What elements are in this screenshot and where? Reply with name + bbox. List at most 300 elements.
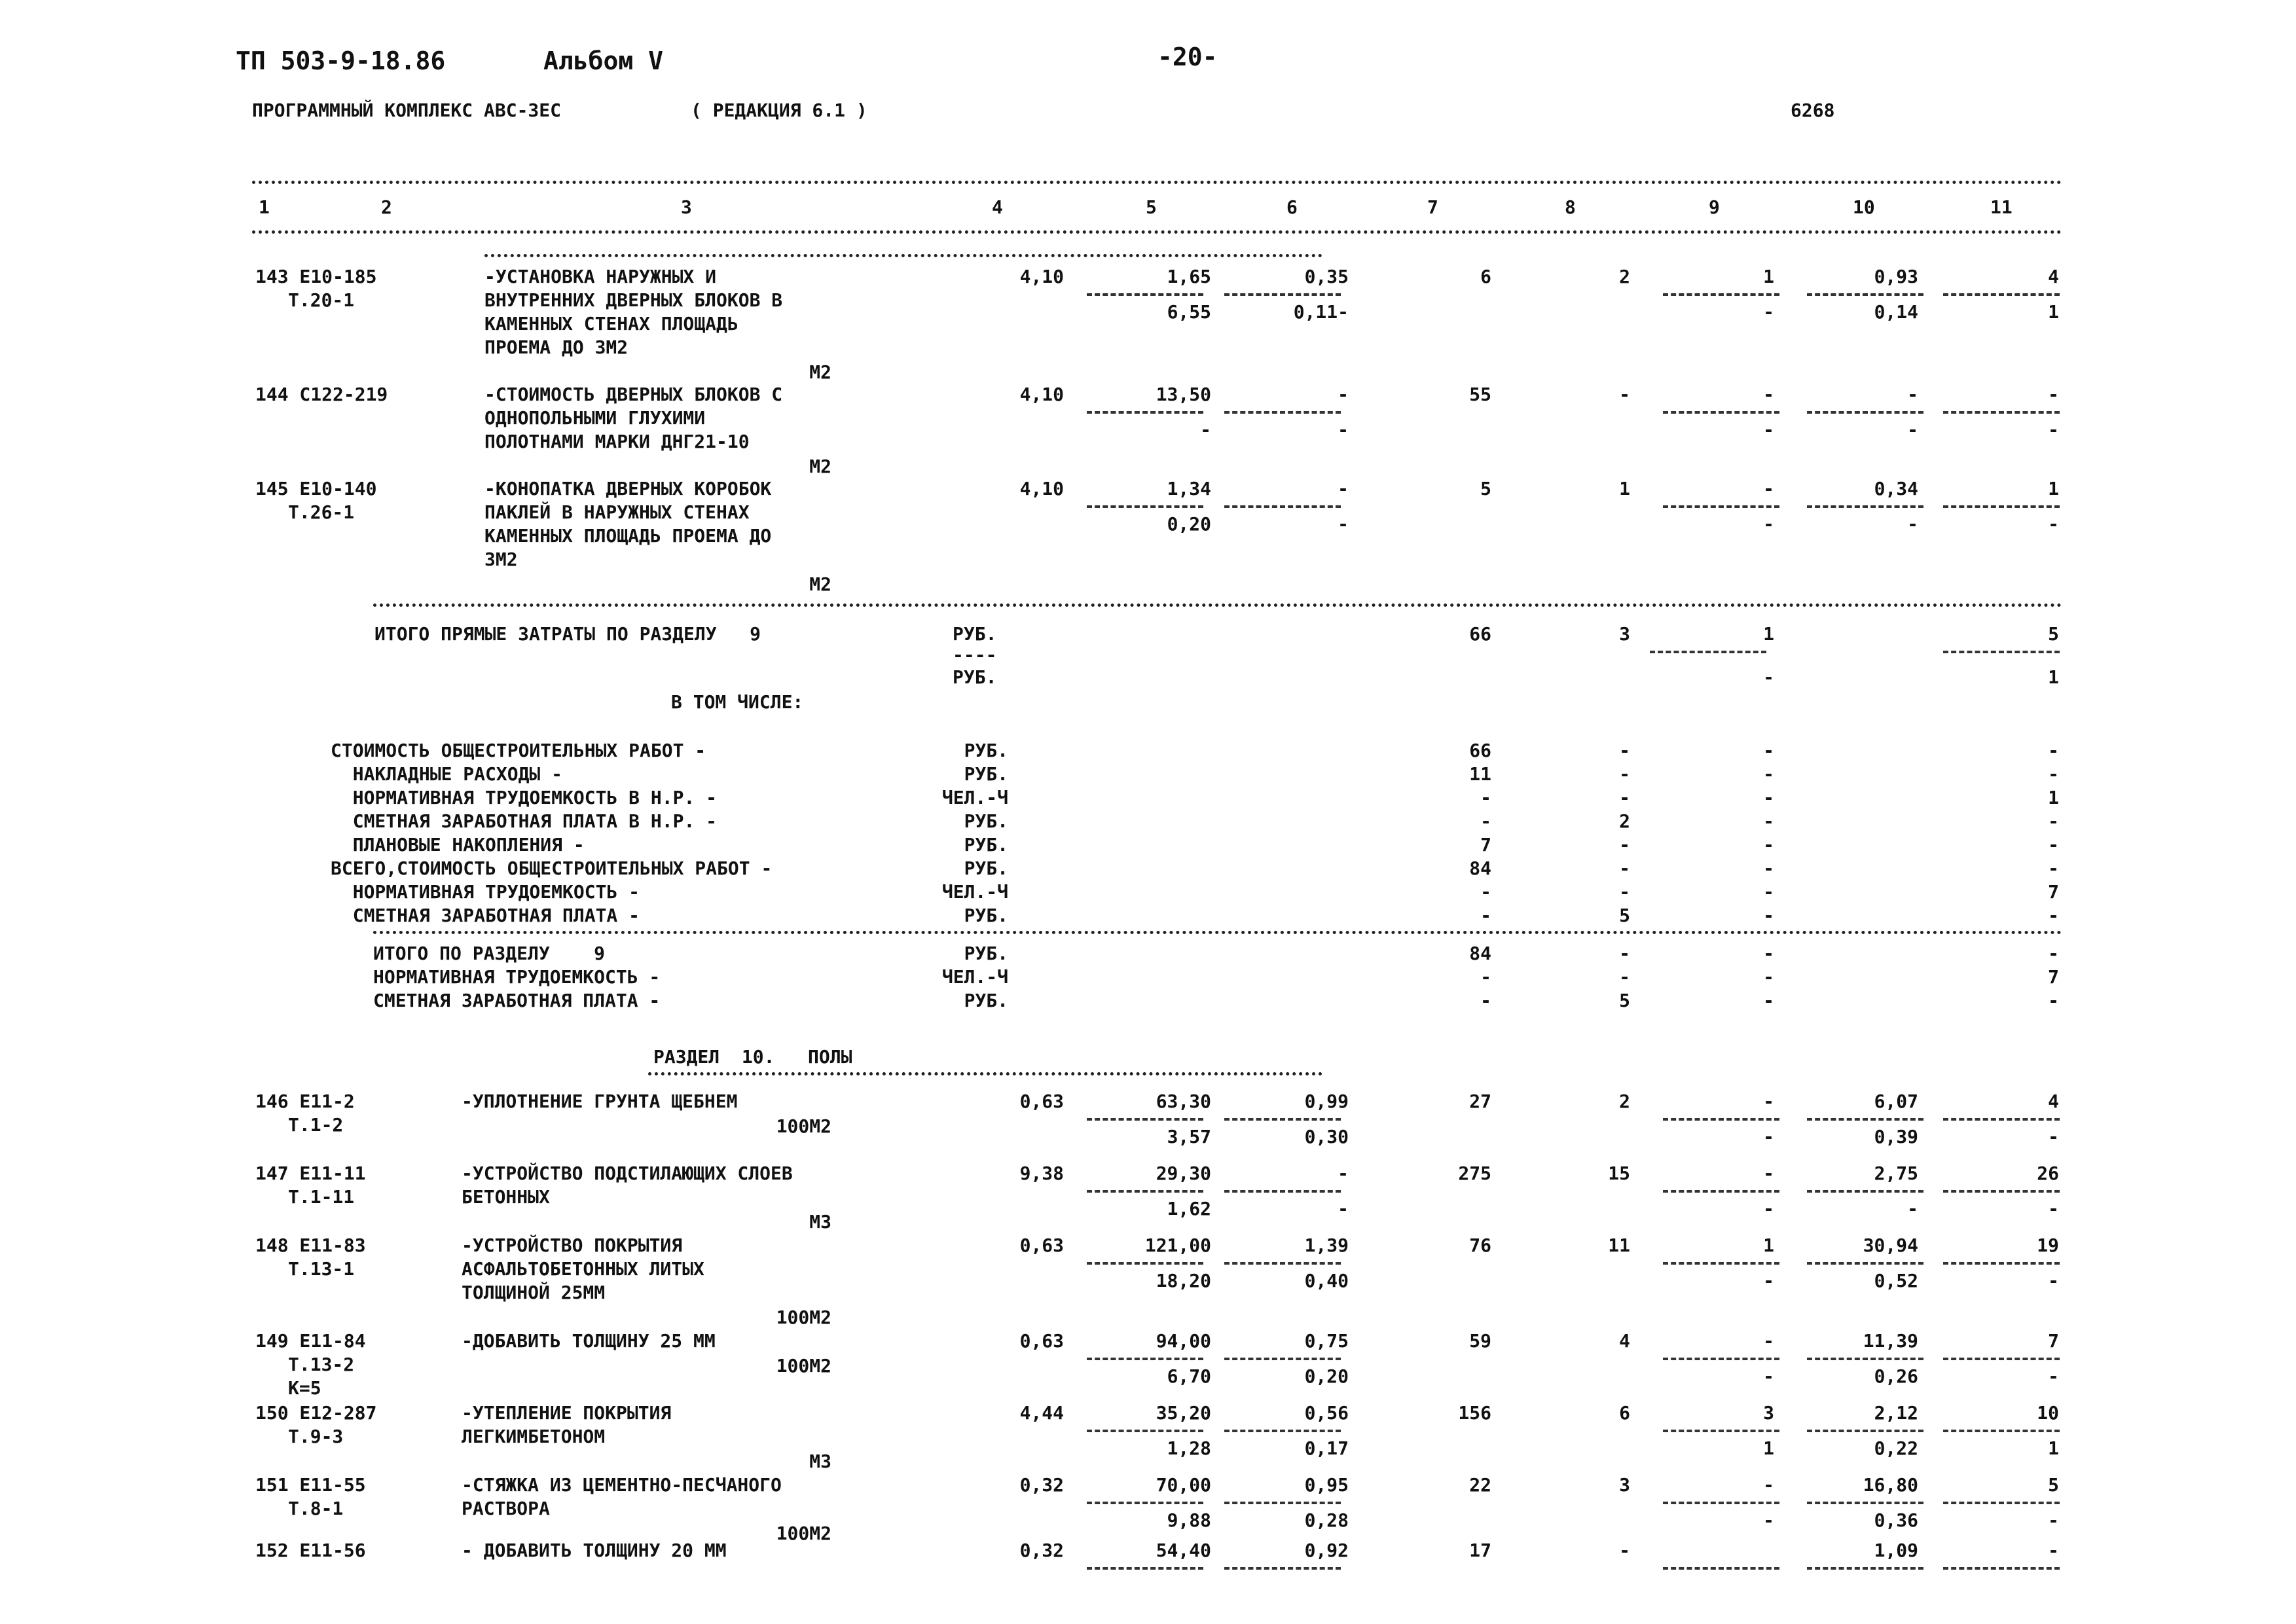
cell-c6-sub: 0,30 (1304, 1126, 1349, 1147)
cell-c11-sub: - (2048, 1270, 2059, 1291)
cell-c6: 1,39 (1304, 1235, 1349, 1256)
column-number: 5 (1146, 196, 1157, 218)
cell-c10-sub: 0,39 (1874, 1126, 1918, 1147)
cell-separator (1807, 1502, 1923, 1504)
cell-c5: 121,00 (1144, 1235, 1211, 1256)
totals-c9: - (1763, 881, 1774, 903)
column-number: 4 (992, 196, 1003, 218)
cell-c5-sub: 1,62 (1167, 1198, 1211, 1219)
column-number: 7 (1427, 196, 1438, 218)
cell-c6: 0,95 (1304, 1474, 1349, 1496)
totals-c11: - (2048, 740, 2059, 761)
cell-separator (1087, 1358, 1203, 1360)
cell-c8: 1 (1619, 478, 1630, 499)
cell-c6-sub: 0,17 (1304, 1437, 1349, 1459)
cell-separator (1087, 1430, 1203, 1432)
row-code: Т.20-1 (288, 289, 355, 311)
section-total-c9: - (1763, 990, 1774, 1011)
cell-separator (1663, 505, 1779, 508)
cell-c6-sub: 0,40 (1304, 1270, 1349, 1291)
cell-separator (1663, 1190, 1779, 1193)
totals-c8: - (1619, 857, 1630, 879)
cell-c9-sub: - (1763, 1126, 1774, 1147)
totals-direct-c11: 5 (2048, 623, 2059, 645)
row-description: ТОЛЩИНОЙ 25ММ (462, 1282, 606, 1303)
program-name: ПРОГРАММНЫЙ КОМПЛЕКС АВС-3ЕС (252, 99, 562, 121)
cell-c6: 0,99 (1304, 1091, 1349, 1112)
cell-c11-sub: - (2048, 1365, 2059, 1387)
section-total-unit: РУБ. (964, 943, 1008, 964)
cell-c7: 17 (1469, 1540, 1491, 1561)
totals-direct-c8: 3 (1619, 623, 1630, 645)
cell-c9: 1 (1763, 1235, 1774, 1256)
cell-separator (1663, 1118, 1779, 1121)
cell-c10: 1,09 (1874, 1540, 1918, 1561)
cell-separator (1087, 1567, 1203, 1570)
cell-separator (1943, 293, 2060, 296)
cell-c5-sub: 9,88 (1167, 1509, 1211, 1531)
row-unit: 100М2 (776, 1355, 831, 1377)
cell-c11: - (2048, 384, 2059, 405)
cell-c5: 29,30 (1156, 1163, 1211, 1184)
totals-c9: - (1763, 834, 1774, 856)
cell-c7: 55 (1469, 384, 1491, 405)
section-total-label: НОРМАТИВНАЯ ТРУДОЕМКОСТЬ - (373, 966, 661, 988)
totals-c8: - (1619, 763, 1630, 785)
cell-c9: 1 (1763, 266, 1774, 287)
cell-c10: 6,07 (1874, 1091, 1918, 1112)
cell-c8: - (1619, 384, 1630, 405)
section-total-c8: - (1619, 943, 1630, 964)
cell-c10-sub: 0,36 (1874, 1509, 1918, 1531)
cell-c5-sub: 3,57 (1167, 1126, 1211, 1147)
row-description: ОДНОПОЛЬНЫМИ ГЛУХИМИ (484, 407, 706, 429)
cell-c8: 3 (1619, 1474, 1630, 1496)
row-description: -ДОБАВИТЬ ТОЛЩИНУ 25 ММ (462, 1330, 716, 1352)
row-description: ПОЛОТНАМИ МАРКИ ДНГ21-10 (484, 431, 750, 452)
row-code: 146 Е11-2 (255, 1091, 355, 1112)
table-top-rule (252, 181, 2062, 184)
section-total-c11: 7 (2048, 966, 2059, 988)
section-total-c8: - (1619, 966, 1630, 988)
column-number: 2 (381, 196, 392, 218)
totals-direct-c7: 66 (1469, 623, 1491, 645)
totals-c11: 1 (2048, 787, 2059, 808)
cell-c9-sub: - (1763, 1365, 1774, 1387)
row-code: 149 Е11-84 (255, 1330, 366, 1352)
cell-c10-sub: 0,52 (1874, 1270, 1918, 1291)
cell-separator (1663, 1358, 1779, 1360)
column-number: 6 (1286, 196, 1298, 218)
cell-separator (1943, 651, 2060, 653)
cell-c11-sub: - (2048, 1126, 2059, 1147)
cell-c4: 0,32 (1019, 1540, 1064, 1561)
row-unit: М2 (809, 456, 831, 477)
totals-c8: - (1619, 740, 1630, 761)
row-unit: 100М2 (776, 1115, 831, 1137)
row-unit: М3 (809, 1211, 831, 1233)
section-total-unit: РУБ. (964, 990, 1008, 1011)
row-description: -КОНОПАТКА ДВЕРНЫХ КОРОБОК (484, 478, 772, 499)
cell-c4: 4,44 (1019, 1402, 1064, 1424)
row-description: БЕТОННЫХ (462, 1186, 550, 1208)
row-code: Т.13-2 (288, 1354, 355, 1375)
section-total-c11: - (2048, 990, 2059, 1011)
doc-code: ТП 503-9-18.86 (236, 46, 446, 75)
cell-separator (1224, 1430, 1341, 1432)
cell-c11-sub: 1 (2048, 301, 2059, 323)
cell-c7: 22 (1469, 1474, 1491, 1496)
totals-line-unit: РУБ. (964, 834, 1008, 856)
totals-rule (373, 604, 2062, 607)
totals-c7: 84 (1469, 857, 1491, 879)
column-number: 8 (1565, 196, 1576, 218)
column-number: 1 (259, 196, 270, 218)
row-description: КАМЕННЫХ ПЛОЩАДЬ ПРОЕМА ДО (484, 525, 772, 547)
cell-c5-sub: 6,55 (1167, 301, 1211, 323)
cell-c8: 6 (1619, 1402, 1630, 1424)
cell-c5: 13,50 (1156, 384, 1211, 405)
cell-c6-sub: - (1338, 419, 1349, 441)
totals-direct-label: ИТОГО ПРЯМЫЕ ЗАТРАТЫ ПО РАЗДЕЛУ 9 (374, 623, 761, 645)
cell-c7: 5 (1480, 478, 1491, 499)
totals-direct-c9b: - (1763, 666, 1774, 688)
row-description: РАСТВОРА (462, 1498, 550, 1519)
cell-c8: 11 (1608, 1235, 1630, 1256)
cell-c10: 0,34 (1874, 478, 1918, 499)
totals-c9: - (1763, 740, 1774, 761)
cell-c9: - (1763, 1330, 1774, 1352)
cell-c11-sub: 1 (2048, 1437, 2059, 1459)
cell-c11: 5 (2048, 1474, 2059, 1496)
section10-title: РАЗДЕЛ 10. ПОЛЫ (653, 1046, 852, 1068)
cell-c4: 0,63 (1019, 1330, 1064, 1352)
cell-separator (1807, 1358, 1923, 1360)
totals-c9: - (1763, 787, 1774, 808)
cell-c6: 0,92 (1304, 1540, 1349, 1561)
cell-c10-sub: 0,14 (1874, 301, 1918, 323)
cell-c9: - (1763, 478, 1774, 499)
section-total-c7: - (1480, 966, 1491, 988)
row-description: -УТЕПЛЕНИЕ ПОКРЫТИЯ (462, 1402, 672, 1424)
cell-c5: 63,30 (1156, 1091, 1211, 1112)
cell-c9: - (1763, 1474, 1774, 1496)
cell-separator (1663, 1502, 1779, 1504)
section-total-c8: 5 (1619, 990, 1630, 1011)
totals-direct-unit: РУБ. (953, 623, 997, 645)
cell-separator (1943, 1190, 2060, 1193)
totals-line-unit: РУБ. (964, 763, 1008, 785)
cell-c5-sub: 0,20 (1167, 513, 1211, 535)
cell-c10-sub: - (1907, 513, 1918, 535)
cell-c4: 4,10 (1019, 478, 1064, 499)
totals-sub-rule (373, 931, 2062, 934)
row-code: 145 Е10-140 (255, 478, 377, 499)
column-number: 10 (1853, 196, 1875, 218)
cell-c8: 2 (1619, 266, 1630, 287)
totals-c11: 7 (2048, 881, 2059, 903)
cell-separator (1663, 1430, 1779, 1432)
cell-separator (1807, 1190, 1923, 1193)
totals-line-label: НАКЛАДНЫЕ РАСХОДЫ - (331, 763, 563, 785)
row-code: Т.9-3 (288, 1426, 344, 1447)
totals-c9: - (1763, 763, 1774, 785)
cell-c10-sub: 0,22 (1874, 1437, 1918, 1459)
cell-c11: 4 (2048, 1091, 2059, 1112)
cell-c10: 30,94 (1863, 1235, 1918, 1256)
cell-c4: 4,10 (1019, 266, 1064, 287)
cell-c5-sub: 6,70 (1167, 1365, 1211, 1387)
cell-separator (1807, 411, 1923, 414)
cell-c6: 0,35 (1304, 266, 1349, 287)
totals-c9: - (1763, 810, 1774, 832)
cell-c10: 2,75 (1874, 1163, 1918, 1184)
totals-line-unit: РУБ. (964, 857, 1008, 879)
column-number: 9 (1709, 196, 1720, 218)
totals-line-unit: ЧЕЛ.-Ч (941, 881, 1008, 903)
row-description: ЛЕГКИМБЕТОНОМ (462, 1426, 606, 1447)
cell-c11: 10 (2037, 1402, 2059, 1424)
cell-c9-sub: - (1763, 419, 1774, 441)
totals-c8: - (1619, 834, 1630, 856)
totals-line-label: СМЕТНАЯ ЗАРАБОТНАЯ ПЛАТА В Н.Р. - (331, 810, 718, 832)
section-total-c9: - (1763, 966, 1774, 988)
cell-c10: 0,93 (1874, 266, 1918, 287)
totals-c9: - (1763, 905, 1774, 926)
cell-separator (1224, 1502, 1341, 1504)
totals-direct-unit-2: РУБ. (953, 666, 997, 688)
cell-c9-sub: - (1763, 513, 1774, 535)
cell-c4: 4,10 (1019, 384, 1064, 405)
row-unit: М2 (809, 573, 831, 595)
cell-separator (1087, 1262, 1203, 1265)
cell-c5-sub: 18,20 (1156, 1270, 1211, 1291)
totals-line-unit: РУБ. (964, 740, 1008, 761)
cell-c11: 26 (2037, 1163, 2059, 1184)
totals-c8: - (1619, 787, 1630, 808)
cell-separator (1224, 1262, 1341, 1265)
section10-rule (648, 1072, 1322, 1075)
row-description: ВНУТРЕННИХ ДВЕРНЫХ БЛОКОВ В (484, 289, 783, 311)
cell-c4: 0,32 (1019, 1474, 1064, 1496)
totals-line-unit: ЧЕЛ.-Ч (941, 787, 1008, 808)
cell-c11: 4 (2048, 266, 2059, 287)
cell-c9: - (1763, 1163, 1774, 1184)
totals-c11: - (2048, 857, 2059, 879)
section-total-label: ИТОГО ПО РАЗДЕЛУ 9 (373, 943, 606, 964)
program-edition: ( РЕДАКЦИЯ 6.1 ) (691, 99, 867, 121)
cell-separator (1943, 1262, 2060, 1265)
cell-separator (1943, 1567, 2060, 1570)
row-description: АСФАЛЬТОБЕТОННЫХ ЛИТЫХ (462, 1258, 704, 1280)
cell-c7: 27 (1469, 1091, 1491, 1112)
totals-line-label: НОРМАТИВНАЯ ТРУДОЕМКОСТЬ - (331, 881, 640, 903)
cell-c6-sub: - (1338, 1198, 1349, 1219)
cell-separator (1807, 1567, 1923, 1570)
cell-c10: - (1907, 384, 1918, 405)
row-description: -УПЛОТНЕНИЕ ГРУНТА ЩЕБНЕМ (462, 1091, 738, 1112)
cell-c6: - (1338, 384, 1349, 405)
cell-c9: - (1763, 1091, 1774, 1112)
totals-line-label: СМЕТНАЯ ЗАРАБОТНАЯ ПЛАТА - (331, 905, 640, 926)
row-unit: 100М2 (776, 1307, 831, 1328)
cell-c8: 4 (1619, 1330, 1630, 1352)
cell-c6: - (1338, 1163, 1349, 1184)
cell-c11-sub: - (2048, 1198, 2059, 1219)
cell-c6-sub: - (1338, 513, 1349, 535)
totals-c7: 11 (1469, 763, 1491, 785)
cell-c6-sub: 0,11- (1293, 301, 1349, 323)
cell-separator (1943, 505, 2060, 508)
cell-c6-sub: 0,28 (1304, 1509, 1349, 1531)
cell-c10: 2,12 (1874, 1402, 1918, 1424)
row-description: КАМЕННЫХ СТЕНАХ ПЛОЩАДЬ (484, 313, 738, 334)
cell-separator (1663, 293, 1779, 296)
totals-c8: 2 (1619, 810, 1630, 832)
cell-c7: 76 (1469, 1235, 1491, 1256)
totals-line-label: СТОИМОСТЬ ОБЩЕСТРОИТЕЛЬНЫХ РАБОТ - (331, 740, 706, 761)
totals-c8: 5 (1619, 905, 1630, 926)
cell-c9-sub: - (1763, 301, 1774, 323)
cell-c11-sub: - (2048, 513, 2059, 535)
row-code: 143 Е10-185 (255, 266, 377, 287)
v-tom-chisle: В ТОМ ЧИСЛЕ: (671, 691, 804, 713)
cell-separator (1807, 1430, 1923, 1432)
cell-c4: 0,63 (1019, 1235, 1064, 1256)
totals-c9: - (1763, 857, 1774, 879)
totals-c7: - (1480, 881, 1491, 903)
row-description: -УСТРОЙСТВО ПОКРЫТИЯ (462, 1235, 683, 1256)
row-code: Т.26-1 (288, 501, 355, 523)
column-number: 3 (681, 196, 692, 218)
cell-c5: 54,40 (1156, 1540, 1211, 1561)
cell-separator (1943, 1430, 2060, 1432)
column-number: 11 (1990, 196, 2013, 218)
cell-c10: 16,80 (1863, 1474, 1918, 1496)
totals-direct-c11b: 1 (2048, 666, 2059, 688)
program-code: 6268 (1791, 99, 1835, 121)
cell-c5: 1,65 (1167, 266, 1211, 287)
cell-separator (1943, 1502, 2060, 1504)
totals-c7: 66 (1469, 740, 1491, 761)
row-description: 3М2 (484, 549, 518, 570)
row-code: 148 Е11-83 (255, 1235, 366, 1256)
row-code: 150 Е12-287 (255, 1402, 377, 1424)
row-description: ПРОЕМА ДО 3М2 (484, 336, 629, 358)
row-description: -УСТАНОВКА НАРУЖНЫХ И (484, 266, 717, 287)
cell-separator (1224, 505, 1341, 508)
section-top-rule (484, 254, 1322, 257)
cell-c6-sub: 0,20 (1304, 1365, 1349, 1387)
cell-c9-sub: - (1763, 1198, 1774, 1219)
row-code: 144 С122-219 (255, 384, 388, 405)
cell-c8: - (1619, 1540, 1630, 1561)
totals-c8: - (1619, 881, 1630, 903)
cell-c11-sub: - (2048, 1509, 2059, 1531)
cell-c7: 275 (1458, 1163, 1491, 1184)
section-total-label: СМЕТНАЯ ЗАРАБОТНАЯ ПЛАТА - (373, 990, 661, 1011)
totals-c7: 7 (1480, 834, 1491, 856)
row-code: Т.1-11 (288, 1186, 355, 1208)
cell-c7: 59 (1469, 1330, 1491, 1352)
table-header-rule (252, 230, 2062, 234)
cell-separator (1224, 1358, 1341, 1360)
section-total-unit: ЧЕЛ.-Ч (941, 966, 1008, 988)
cell-c10-sub: - (1907, 419, 1918, 441)
cell-separator (1087, 1502, 1203, 1504)
cell-c8: 15 (1608, 1163, 1630, 1184)
cell-separator (1224, 1567, 1341, 1570)
cell-c4: 9,38 (1019, 1163, 1064, 1184)
totals-line-unit: РУБ. (964, 905, 1008, 926)
cell-c5: 70,00 (1156, 1474, 1211, 1496)
cell-c5-sub: 1,28 (1167, 1437, 1211, 1459)
cell-c11: - (2048, 1540, 2059, 1561)
row-description: -СТОИМОСТЬ ДВЕРНЫХ БЛОКОВ С (484, 384, 783, 405)
section-total-c7: - (1480, 990, 1491, 1011)
cell-separator (1943, 1118, 2060, 1121)
totals-c11: - (2048, 905, 2059, 926)
row-code: 151 Е11-55 (255, 1474, 366, 1496)
cell-c10-sub: - (1907, 1198, 1918, 1219)
totals-line-label: ПЛАНОВЫЕ НАКОПЛЕНИЯ - (331, 834, 585, 856)
totals-c11: - (2048, 834, 2059, 856)
cell-c5: 35,20 (1156, 1402, 1211, 1424)
totals-c11: - (2048, 810, 2059, 832)
cell-separator (1087, 293, 1203, 296)
totals-c7: - (1480, 810, 1491, 832)
totals-c7: - (1480, 905, 1491, 926)
row-code: 147 Е11-11 (255, 1163, 366, 1184)
section-total-c11: - (2048, 943, 2059, 964)
totals-c11: - (2048, 763, 2059, 785)
cell-c11: 7 (2048, 1330, 2059, 1352)
cell-separator (1224, 1190, 1341, 1193)
cell-separator (1087, 1190, 1203, 1193)
totals-line-label: ВСЕГО,СТОИМОСТЬ ОБЩЕСТРОИТЕЛЬНЫХ РАБОТ - (331, 857, 773, 879)
cell-separator (1087, 411, 1203, 414)
cell-c9: - (1763, 384, 1774, 405)
cell-c6: - (1338, 478, 1349, 499)
cell-c9: 3 (1763, 1402, 1774, 1424)
totals-line-unit: РУБ. (964, 810, 1008, 832)
cell-c9-sub: - (1763, 1509, 1774, 1531)
row-code: 152 Е11-56 (255, 1540, 366, 1561)
cell-separator (1224, 411, 1341, 414)
row-unit: 100М2 (776, 1523, 831, 1544)
totals-dashes: ---- (953, 644, 997, 666)
cell-separator (1224, 1118, 1341, 1121)
cell-separator (1943, 411, 2060, 414)
row-unit: М3 (809, 1451, 831, 1472)
cell-c11: 19 (2037, 1235, 2059, 1256)
cell-separator (1650, 651, 1766, 653)
cell-c6: 0,56 (1304, 1402, 1349, 1424)
cell-c11-sub: - (2048, 419, 2059, 441)
cell-separator (1663, 411, 1779, 414)
row-description: -УСТРОЙСТВО ПОДСТИЛАЮЩИХ СЛОЕВ (462, 1163, 793, 1184)
section-total-c9: - (1763, 943, 1774, 964)
cell-separator (1807, 1262, 1923, 1265)
page-number: -20- (1157, 43, 1218, 71)
cell-c9-sub: - (1763, 1270, 1774, 1291)
totals-line-label: НОРМАТИВНАЯ ТРУДОЕМКОСТЬ В Н.Р. - (331, 787, 718, 808)
cell-c5: 94,00 (1156, 1330, 1211, 1352)
cell-c4: 0,63 (1019, 1091, 1064, 1112)
cell-separator (1663, 1262, 1779, 1265)
cell-separator (1807, 1118, 1923, 1121)
cell-c11: 1 (2048, 478, 2059, 499)
